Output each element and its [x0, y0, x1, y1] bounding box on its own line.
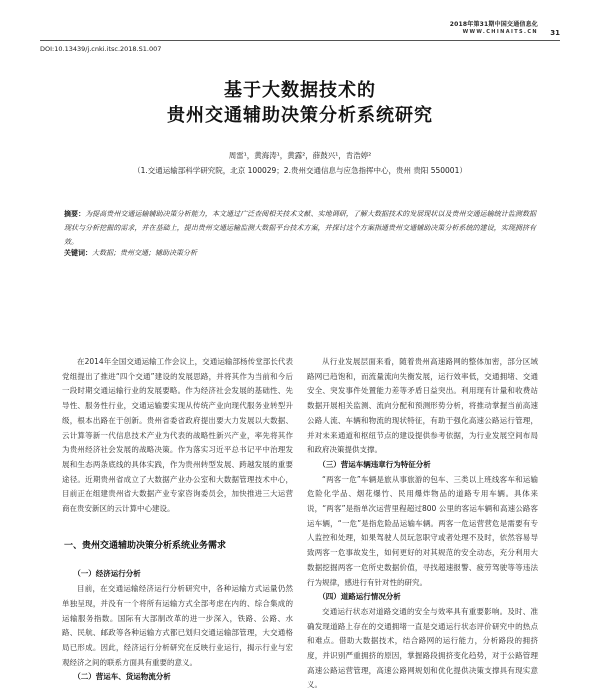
intro-paragraph: 在2014年全国交通运输工作会议上，交通运输部杨传堂部长代表党组提出了推进“四个交通”建设的发展思路，并将其作为当前和今后一段时期交通运输行业的发展要略。作为经济社会发展的基础性、先导性、服务性行业，交通运输要实现从传统产业向现代服务业转型升级，根本出路在于创新。贵州省委省政府提出要大力发展以大数据、云计算等新一代信息技术产业为代表的战略性新兴产业，率先将其作为贵州经济社会发展的战略决策。作为落实习近平总书记平中治理发展和生态两条底线的具体实践，作为贵州转型发展、跨越发展的重要途径。近期贵州省成立了大数据产业办公室和大数据管理技术中心，目前正在组建贵州省大数据产业专家咨询委员会，加快推进三大运营商在贵安新区的云计算中心建设。: [62, 357, 293, 514]
paragraph-traffic: 从行业发展层面来看，随着贵州高速路网的整体加密，部分区域路网已趋饱和，而流量流向失衡发展，运行效率低，交通拥堵、交通安全、突发事件处置能力差等矛盾日益突出。利用现有计量和收费站数据开展相关监测、流向分配和预测形势分析，将推动掌握当前高速公路人流、车辆和物流的现状特征，有助于强化高速公路运行管理，并对未来通道和枢纽节点的建设提供参考依据，为行业发展空间布局和政府决策提供支撑。: [307, 357, 538, 455]
subsection-heading-1: （一）经济运行分析: [73, 569, 141, 579]
keywords-text: 大数据；贵州交通；辅助决策分析: [92, 249, 197, 257]
subsection-heading-3: （三）营运车辆违章行为特征分析: [318, 459, 431, 469]
subsection-heading-4: （四）道路运行情况分析: [318, 592, 401, 602]
title-line-1: 基于大数据技术的: [224, 80, 376, 101]
running-header: [450, 22, 538, 35]
authors: 周雷¹，黄海涛¹，黄露²，薛鼓兴¹，肯浩婷²: [228, 151, 372, 160]
abstract-text: 为提高贵州交通运输辅助决策分析能力，本文通过广泛查阅相关技术文献、实地调研，了解大数据技术的发展现状以及贵州交通运输统计监测数据现状与分析挖掘的需求，并在基础上，提出贵州交通运输监测大数据平台技术方案，并探讨这个方案指通贵州交通辅助决策分析系统的建设，实现拥挤有效。: [64, 210, 537, 246]
affiliations: （1.交通运输部科学研究院，北京 100029；2.贵州交通信息与应急指挥中心，贵州 贵阳 550001）: [133, 166, 467, 175]
left-column: [62, 355, 293, 685]
header-divider: [40, 40, 560, 41]
paragraph-violation: “两客一危”车辆是旅从事旅游的包车、三类以上班线客车和运输危险化学品、烟花爆竹、民用爆炸物品的道路专用车辆。具体来说，“两客”是指单次运营里程超过800 公里的客运车辆和高速公路客运车辆，“一危”是指危险品运输车辆。两客一危运营营危是需要有专人监控和处理，如果驾驶人员玩忽职守或者处理不及时，依然容易导致两客一危事故发生，如何更好的对其规范的安全动态，充分利用大数据挖掘两客一危所史数据价值，寻找超速报警、疲劳驾驶等等违法行为规律，感进行有针对性的研究。: [307, 474, 538, 587]
right-column: [307, 355, 538, 693]
title-line-2: 贵州交通辅助决策分析系统研究: [167, 105, 433, 126]
section-heading-1: 一、贵州交通辅助决策分析系统业务需求: [64, 540, 227, 551]
keywords-label: 关键词：: [64, 249, 92, 257]
subsection-heading-2: （二）营运车、货运物流分析: [73, 672, 171, 682]
journal-name: 2018年第31期中国交通信息化: [449, 21, 538, 28]
journal-website: WWW.CHINAITS.CN: [462, 29, 538, 35]
abstract-label: 摘要：: [64, 210, 86, 218]
keywords: [64, 248, 536, 258]
paragraph-economic: 目前，在交通运输经济运行分析研究中，各种运输方式运量仍然单独呈现，并没有一个将所有运输方式全部考虑在内的、综合集成的运输服务指数。国际有大部制改革的进一步深入，铁路、公路、水路、民航、邮政等各种运输方式都已划归交通运输部管理，大交通格局已形成。因此，经济运行分析研究在反映行业运行，揭示行业与宏观经济之间的联系方面具有重要的意义。: [62, 584, 293, 667]
page-number: 31: [550, 29, 560, 37]
paragraph-road: 交通运行状态对道路交通的安全与效率具有重要影响。及时、准确发现道路上存在的交通拥堵一直是交通运行状态评价研究中的热点和难点。借助大数据技术，结合路网的运行能力，分析路段的拥挤度，并识别严重拥挤的原因，掌握路段拥挤变化趋势，对于公路管理高速公路运营管理，高速公路网规划和优化提供决策支撑具有现实意义。: [307, 606, 538, 690]
doi: DOI:10.13439/j.cnki.itsc.2018.S1.007: [40, 45, 162, 53]
abstract: [64, 207, 536, 249]
